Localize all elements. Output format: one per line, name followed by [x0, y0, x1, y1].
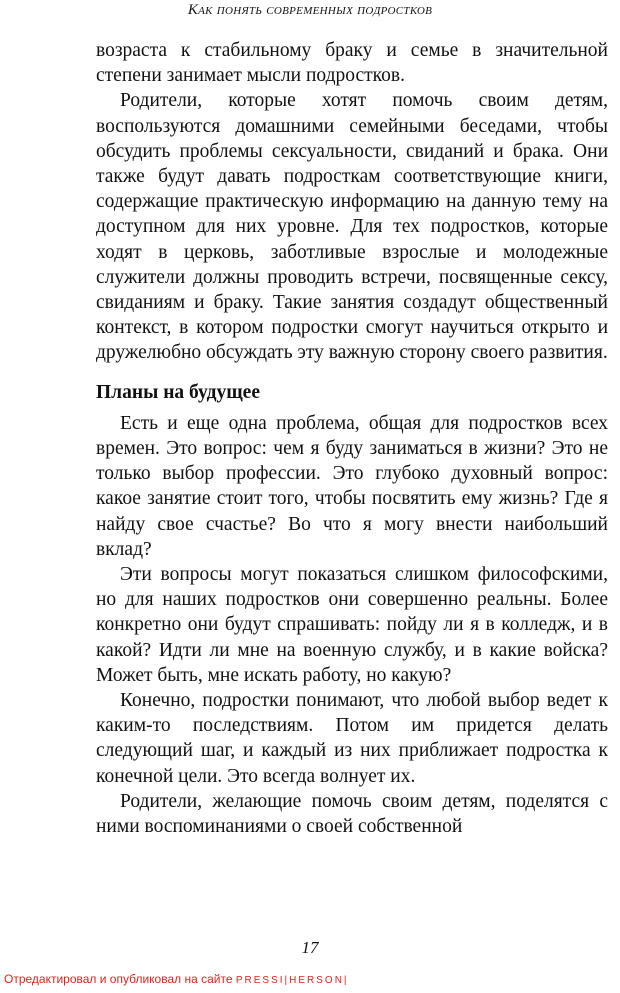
section-heading: Планы на будущее: [96, 381, 260, 403]
paragraph-3: Есть и еще одна проблема, общая для подростков всех времен. Это вопрос: чем я буду заниматься в жизни? Это не только выбор профессии. Это глубоко духовный вопрос: какое занятие стоит того, чтобы посвятить ему жизнь? Где я найду свое счастье? Во что я могу внести наибольший вклад?: [96, 412, 608, 560]
page-body: [96, 38, 608, 839]
paragraph-1: возраста к стабильному браку и семье в значительной степени занимает мысли подростков.: [96, 40, 608, 87]
footer-credit: [4, 972, 349, 986]
footer-site-link[interactable]: PRESSI|HERSON|: [235, 975, 349, 986]
paragraph-4: Эти вопросы могут показаться слишком философскими, но для наших подростков они совершенно реальны. Более конкретно они будут спрашивать: пойду ли я в колледж, и в какой? Идти ли мне на военную службу, и в какие войска? Может быть, мне искать работу, но какую?: [96, 564, 608, 686]
page-number: 17: [301, 938, 319, 957]
paragraph-6: Родители, желающие помочь своим детям, поделятся с ними воспоминаниями о своей собственной: [96, 790, 608, 838]
paragraph-2: Родители, которые хотят помочь своим детям, воспользуются домашними семейными беседами, чтобы обсудить проблемы сексуальности, свиданий и брака. Они также будут давать подросткам соответствующие книги, содержащие практическую информацию на данную тему на доступном для них уровне. Для тех подростков, которые ходят в церковь, заботливые взрослые и молодежные служители должны проводить встречи, посвященные сексу, свиданиям и браку. Такие занятия создадут общественный контекст, в котором подростки смогут научиться открыто и дружелюбно обсуждать эту важную сторону своего развития.: [96, 90, 608, 364]
running-header: Как понять современных подростков: [187, 2, 433, 18]
footer-text: Отредактировал и опубликовал на сайте: [4, 972, 233, 986]
paragraph-5: Конечно, подростки понимают, что любой выбор ведет к каким-то последствиям. Потом им придется делать следующий шаг, и каждый из них приближает подростка к конечной цели. Это всегда волнует их.: [96, 690, 608, 787]
